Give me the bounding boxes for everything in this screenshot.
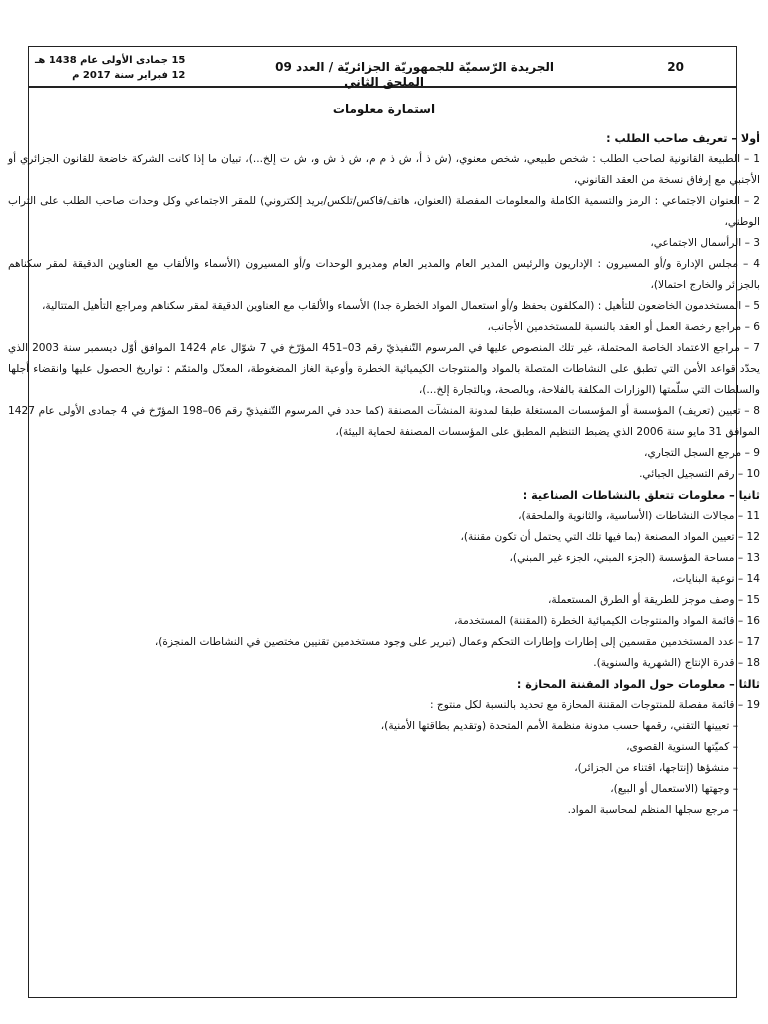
document-body bbox=[8, 72, 760, 821]
section-1-list bbox=[8, 149, 760, 485]
list-item: 5 – المستخدمون الخاضعون للتأهيل : (المكلفون بحفظ و/أو استعمال المواد الخطرة جدا) الأسماء والألقاب مع العناوين الدقيقة لمقر سكناهم ومراجع التأهيل المتتالية، bbox=[42, 300, 760, 312]
list-item: 8 – تعيين (تعريف) المؤسسة أو المؤسسات المستغلة طبقا لمدونة المنشآت المصنفة (كما حدد في المرسوم التّنفيذيّ رقم 06–198 المؤرّخ في 4 جمادى الأولى عام 1427 الموافق 31 مايو سنة 2006 الذي يضبط التنظيم المطبق على المؤسسات المصنفة لحماية البيئة)، bbox=[8, 405, 760, 438]
list-item: 2 – العنوان الاجتماعي : الرمز والتسمية الكاملة والمعلومات المفصلة (العنوان، هاتف/فاكس/تلكس/بريد إلكتروني) للمقر الاجتماعي وكل وحدات صاحب الطلب على التراب الوطني، bbox=[8, 195, 760, 228]
list-item: 1 – الطبيعة القانونية لصاحب الطلب : شخص طبيعي، شخص معنوي، (ش ذ أ، ش ذ م م، ش ذ ش و، ش ت إلخ...)، تبيان ما إذا كانت الشركة خاضعة للقانون الجزائري أو الأجنبي مع إرفاق نسخة من العقد القانوني، bbox=[8, 153, 760, 186]
sub-list-item: – وجهتها (الاستعمال أو البيع)، bbox=[610, 783, 738, 795]
list-item: 11 – مجالات النشاطات (الأساسية، والثانوية والملحقة)، bbox=[518, 510, 760, 522]
date-gregorian: 12 فبراير سنة 2017 م bbox=[72, 70, 186, 81]
list-item: 18 – قدرة الإنتاج (الشهرية والسنوية). bbox=[593, 657, 760, 669]
list-item: 19 – قائمة مفصلة للمنتوجات المقننة المحازة مع تحديد بالنسبة لكل منتوج : bbox=[429, 699, 760, 711]
sub-list-item: – منشؤها (إنتاجها، اقتناء من الجزائر)، bbox=[574, 762, 738, 774]
list-item: 16 – قائمة المواد والمنتوجات الكيميائية الخطرة (المقننة) المستخدمة، bbox=[453, 615, 760, 627]
list-item: 12 – تعيين المواد المصنعة (بما فيها تلك التي يحتمل أن تكون مقننة)، bbox=[460, 531, 760, 543]
list-item: 15 – وصف موجز للطريقة أو الطرق المستعملة، bbox=[548, 594, 760, 606]
list-item: 7 – مراجع الاعتماد الخاصة المحتملة، غير تلك المنصوص عليها في المرسوم التّنفيذيّ رقم 03–451 المؤرّخ في 7 شوّال عام 1424 الموافق أوّل ديسمبر سنة 2003 الذي يحدّد قواعد الأمن التي تطبق على النشاطات المتصلة بالمواد والمنتوجات الكيميائية الخطرة وأوعية الغاز المضغوطة، المعدّل والمتمّم : تواريخ الحصول عليها وانقضاء أجلها والسلطات التي سلّمتها (الوزارات المكلفة بالفلاحة، وبالصحة، وبالتجارة إلخ...)، bbox=[8, 342, 760, 396]
list-item: 13 – مساحة المؤسسة (الجزء المبني، الجزء غير المبني)، bbox=[509, 552, 760, 564]
page-number: 20 bbox=[667, 60, 684, 74]
date-hijri: 15 جمادى الأولى عام 1438 هـ bbox=[35, 55, 186, 66]
section-2-list bbox=[8, 506, 760, 674]
section-3-list bbox=[8, 695, 760, 821]
list-item: 17 – عدد المستخدمين مقسمين إلى إطارات وإطارات التحكم وعمال (تبرير على وجود مستخدمين تقنيين مختصين في النشاطات المنجزة)، bbox=[154, 636, 760, 648]
section-heading-2: ثانيا – معلومات تتعلق بالنشاطات الصناعية : bbox=[522, 489, 760, 502]
annex-title: الملحق الثاني bbox=[344, 75, 424, 89]
sub-list-item: – تعيينها التقني، رقمها حسب مدونة منظمة الأمم المتحدة (وتقديم بطاقتها الأمنية)، bbox=[380, 720, 738, 732]
form-title: استمارة معلومات bbox=[332, 102, 436, 116]
sub-list-item: – مرجع سجلها المنظم لمحاسبة المواد. bbox=[567, 804, 738, 816]
section-heading-3: ثالثا – معلومات حول المواد المقننة المحازة : bbox=[516, 678, 760, 691]
list-item: 6 – مراجع رخصة العمل أو العقد بالنسبة للمستخدمين الأجانب، bbox=[487, 321, 760, 333]
journal-title: الجريدة الرّسميّة للجمهوريّة الجزائريّة / العدد 09 bbox=[275, 60, 554, 74]
section-heading-1: أولا – تعريف صاحب الطلب : bbox=[606, 132, 760, 145]
list-item: 14 – نوعية البنايات، bbox=[672, 573, 760, 585]
list-item: 9 – مرجع السجل التجاري، bbox=[644, 447, 760, 459]
sub-list-item: – كميّتها السنوية القصوى، bbox=[626, 741, 738, 753]
list-item: 10 – رقم التسجيل الجبائي. bbox=[639, 468, 760, 480]
list-item: 4 – مجلس الإدارة و/أو المسيرون : الإداريون والرئيس المدير العام والمدير العام ومديرو الوحدات و/أو المسيرون (الأسماء والألقاب مع العناوين الدقيقة لمقر سكناهم بالجزائر والخارج احتمالا)، bbox=[8, 258, 760, 291]
list-item: 3 – الرأسمال الاجتماعي، bbox=[650, 237, 760, 249]
